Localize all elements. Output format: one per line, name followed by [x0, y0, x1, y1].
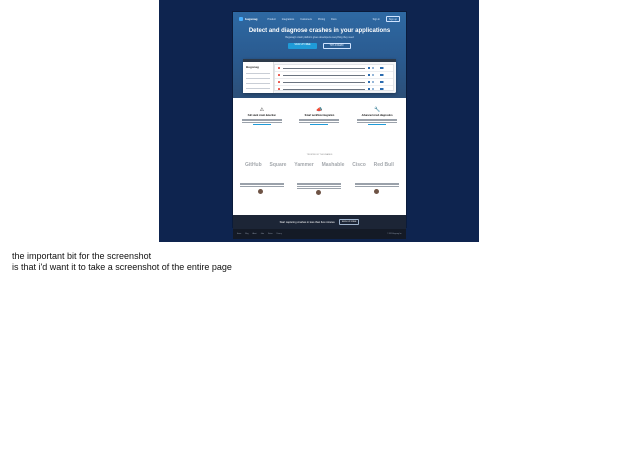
error-dot-icon [278, 74, 280, 76]
sparkline [368, 67, 390, 69]
feature-link[interactable] [368, 124, 386, 125]
caption-line-2: is that i'd want it to take a screenshot of the entire page [12, 262, 232, 272]
wrench-icon: 🔧 [374, 107, 381, 113]
feature-text [242, 119, 282, 123]
nav-link-integrations[interactable]: Integrations [281, 17, 295, 21]
avatar [374, 189, 379, 194]
quote-text [355, 183, 399, 187]
website-screenshot [233, 12, 406, 235]
caption-line-1: the important bit for the screenshot [12, 251, 152, 261]
feature-title: Smart workflow integration [304, 115, 335, 117]
cta-signup-button[interactable]: SIGN UP FREE [339, 219, 360, 225]
error-dot-icon [278, 88, 280, 90]
error-text [283, 82, 366, 83]
signup-button[interactable]: Sign up [386, 16, 400, 22]
quote-text [297, 183, 341, 188]
customer-logos [245, 162, 394, 168]
logo-redbull: Red Bull [373, 162, 394, 168]
error-text [283, 75, 366, 76]
feature-text [357, 119, 397, 123]
sidebar-line [246, 83, 270, 84]
quote-person [240, 189, 284, 194]
megaphone-icon: 📣 [316, 107, 323, 113]
feature-link[interactable] [253, 124, 271, 125]
testimonial [297, 182, 341, 207]
footer-link[interactable]: Privacy [276, 233, 282, 235]
footer-copyright: © 2015 Bugsnag Inc. [387, 233, 402, 235]
error-row [275, 65, 393, 72]
error-dot-icon [278, 67, 280, 69]
footer-link[interactable]: Blog [245, 233, 249, 235]
error-row [275, 79, 393, 86]
cta-text: Start capturing crashes in less than five minutes [279, 220, 335, 224]
sidebar-line [246, 78, 270, 79]
sparkline [368, 88, 390, 90]
nav-link-docs[interactable]: Docs [331, 17, 337, 21]
app-sidebar [243, 62, 274, 93]
logo-square: Square [269, 162, 287, 168]
quote-person [297, 190, 341, 195]
testimonial [355, 182, 399, 207]
error-text [283, 68, 366, 69]
error-dot-icon [278, 81, 280, 83]
logo[interactable] [239, 17, 258, 21]
features-section [233, 107, 406, 147]
testimonials [233, 182, 406, 207]
logo-mashable: Mashable [321, 162, 345, 168]
feature-text [299, 119, 339, 123]
error-row [275, 86, 393, 93]
feature-link[interactable] [310, 124, 328, 125]
hero-section [233, 12, 406, 98]
quote-text [240, 183, 284, 187]
feature-card [238, 107, 286, 147]
feature-title: Full stack crash detection [247, 115, 276, 117]
logo-text: bugsnag [245, 17, 258, 21]
sparkline [368, 81, 390, 83]
logo-icon [239, 17, 243, 21]
feature-card [353, 107, 401, 147]
feature-card [295, 107, 343, 147]
footer-link[interactable]: Jobs [260, 233, 265, 235]
signin-link[interactable]: Sign in [372, 17, 380, 21]
logo-github: GitHub [245, 162, 262, 168]
logo-cisco: Cisco [352, 162, 366, 168]
sparkline [368, 74, 390, 76]
nav-link-product[interactable]: Product [267, 17, 276, 21]
footer-link[interactable]: Home [237, 233, 242, 235]
testimonial [240, 182, 284, 207]
error-text [283, 89, 366, 90]
avatar [316, 190, 321, 195]
hero-subtitle: Bugsnag's crash platform gives developers everything they need [285, 36, 354, 39]
sidebar-line [246, 88, 270, 89]
footer-link[interactable]: About [252, 233, 257, 235]
footer-link[interactable]: Status [268, 233, 273, 235]
quote-person [355, 189, 399, 194]
sidebar-line [246, 73, 270, 74]
footer [233, 229, 406, 239]
error-list [274, 64, 394, 91]
app-sidebar-title: Bugsnag [246, 65, 259, 69]
hero-buttons [233, 43, 406, 49]
nav-link-customers[interactable]: Customers [300, 17, 312, 21]
bug-icon: ⚠ [259, 107, 265, 113]
top-nav [239, 16, 400, 22]
trusted-label: TRUSTED BY THOUSANDS [306, 154, 333, 156]
error-row [275, 72, 393, 79]
signup-free-button[interactable]: SIGN UP FREE [288, 43, 316, 49]
avatar [258, 189, 263, 194]
hero-title: Detect and diagnose crashes in your applications [248, 28, 391, 34]
nav-link-pricing[interactable]: Pricing [317, 17, 326, 21]
app-preview [243, 59, 396, 93]
logo-yammer: Yammer [294, 162, 314, 168]
cta-banner [233, 215, 406, 229]
feature-title: Advanced crash diagnostics [361, 115, 393, 117]
try-demo-button[interactable]: TRY A DEMO [323, 43, 351, 49]
